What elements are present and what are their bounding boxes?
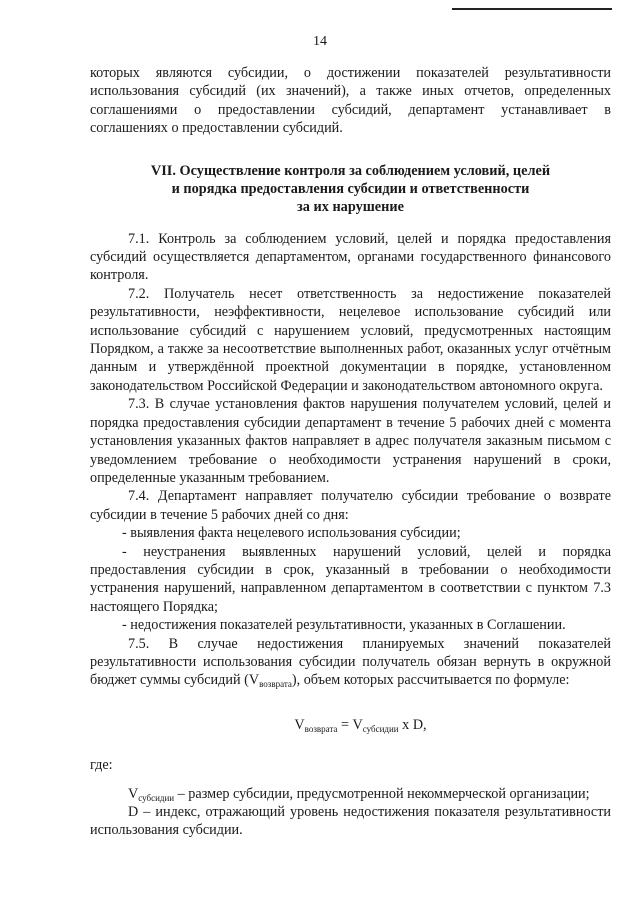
section-title-line-1: VII. Осуществление контроля за соблюдением условий, целей xyxy=(150,162,551,179)
bullet-1: - выявления факта нецелевого использования субсидии; xyxy=(122,525,461,542)
paragraph-7-5-tail: ), объем которых рассчитывается по формуле: xyxy=(291,672,570,689)
paragraph-7-4: 7.4. Департамент направляет получателю субсидии требование о возврате субсидии в течение 5 рабочих дней со дня: xyxy=(90,488,611,523)
formula-tail: x D, xyxy=(398,716,427,733)
paragraph-7-2: 7.2. Получатель несет ответственность за недостижение показателей результативности, неэффективности, нецелевое использование субсидий или использование субсидий с нарушением условий, предусмотренных настоящим Порядком, а также за несоответствие выполненных работ, оказанных услуг отчётным данным и утверждённой проектной документации в порядке, установленном законодательством Российской Федерации и законодательством автономного округа. xyxy=(90,285,611,394)
definition-v-symbol: V xyxy=(128,785,139,802)
section-heading xyxy=(90,162,611,216)
definition-d: D – индекс, отражающий уровень недостижения показателя результативности использования субсидии. xyxy=(90,804,611,839)
paragraph-7-1: 7.1. Контроль за соблюдением условий, целей и порядка предоставления субсидий осуществляется департаментом, органами государственного финансового контроля. xyxy=(90,230,611,284)
bullet-3: - недостижения показателей результативности, указанных в Соглашении. xyxy=(122,617,566,634)
intro-paragraph: которых являются субсидии, о достижении показателей результативности использования субсидий (их значений), а также иных отчетов, определенных соглашениями о предоставлении субсидий, департамент устанавливает в соглашениях о предоставлении субсидий. xyxy=(90,65,611,137)
formula xyxy=(90,716,611,734)
bullet-2: - неустранения выявленных нарушений условий, целей и порядка предоставления субсидии в срок, указанный в требовании о необходимости устранения нарушений, направленном департаментом в соответствии с пунктом 7.3 настоящего Порядка; xyxy=(90,543,611,615)
top-rule xyxy=(452,8,612,10)
definition-v xyxy=(90,785,611,803)
paragraph-7-5-subscript: возврата xyxy=(259,679,292,690)
paragraph-7-5 xyxy=(90,635,611,690)
paragraph-7-5-text: 7.5. В случае недостижения планируемых значений показателей результативности использования субсидии получатель обязан вернуть в окружной бюджет суммы субсидий (V xyxy=(90,635,611,689)
section-title-line-2: и порядка предоставления субсидии и ответственности xyxy=(171,180,530,197)
where-label: где: xyxy=(90,757,113,774)
formula-v1: V xyxy=(294,716,305,733)
formula-eq: = V xyxy=(337,716,363,733)
section-title-line-3: за их нарушение xyxy=(297,198,404,215)
formula-sub-1: возврата xyxy=(304,723,338,734)
definition-v-text: – размер субсидии, предусмотренной некоммерческой организации; xyxy=(174,785,590,802)
document-body xyxy=(90,64,611,840)
formula-sub-2: субсидии xyxy=(362,723,399,734)
definition-v-subscript: субсидии xyxy=(138,792,175,803)
paragraph-7-3: 7.3. В случае установления фактов нарушения получателем условий, целей и порядка предоставления субсидии департамент в течение 5 рабочих дней с момента установления указанных фактов направляет в адрес получателя заказным письмом с уведомлением требование о необходимости устранения нарушений в сроки, определенные указанным требованием. xyxy=(90,396,611,486)
page-number: 14 xyxy=(313,34,327,49)
